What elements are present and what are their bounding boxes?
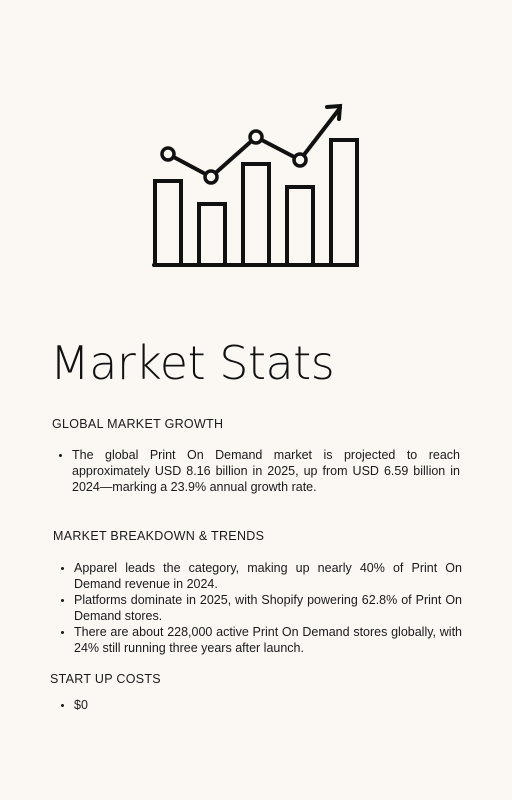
section-heading-global-market-growth: GLOBAL MARKET GROWTH	[52, 417, 224, 431]
page-title: Market Stats	[50, 336, 335, 390]
bullet-list-global-market-growth	[52, 447, 460, 495]
list-item: • There are about 228,000 active Print On Demand stores globally, with 24% still running three years after launch.	[74, 624, 462, 656]
list-item: • Platforms dominate in 2025, with Shopify powering 62.8% of Print On Demand stores.	[74, 592, 462, 624]
bullet-list-market-breakdown	[54, 560, 462, 656]
section-heading-market-breakdown: MARKET BREAKDOWN & TRENDS	[53, 529, 265, 543]
growth-chart-icon	[150, 100, 362, 270]
bullet-list-start-up-costs	[54, 697, 274, 713]
list-item: • $0	[74, 697, 274, 713]
list-item: • The global Print On Demand market is projected to reach approximately USD 8.16 billion in 2025, up from USD 6.59 billion in 2024—marking a 23.9% annual growth rate.	[72, 447, 460, 495]
section-heading-start-up-costs: START UP COSTS	[50, 672, 161, 686]
list-item: • Apparel leads the category, making up nearly 40% of Print On Demand revenue in 2024.	[74, 560, 462, 592]
